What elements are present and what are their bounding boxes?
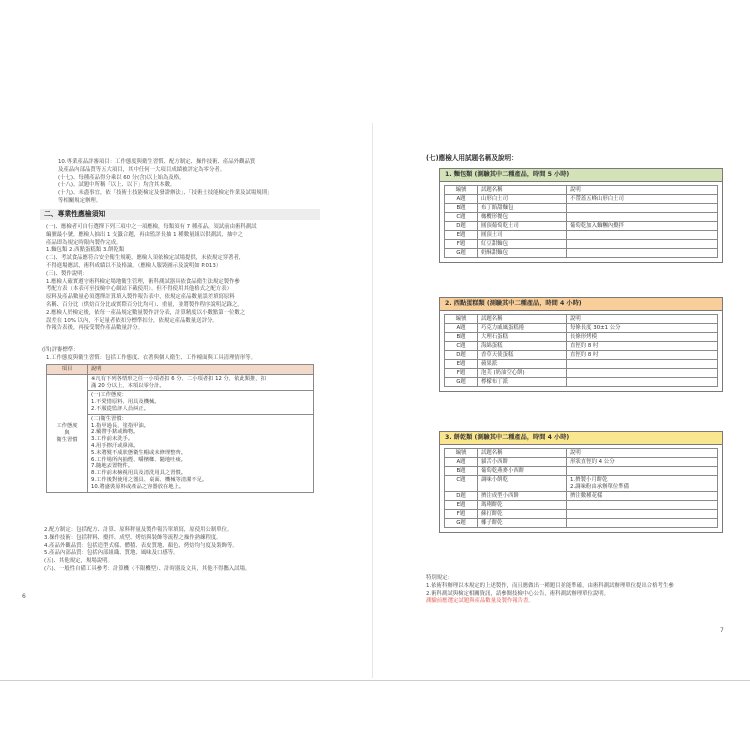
group-row <box>445 324 718 333</box>
attitude-cell <box>88 391 314 414</box>
item-code: D題 <box>445 492 478 501</box>
item-code: A題 <box>445 195 478 204</box>
group-row <box>445 195 718 204</box>
table-row-label <box>47 374 88 492</box>
item-code: C題 <box>445 476 478 492</box>
item-code: A題 <box>445 458 478 467</box>
section-body-line: 名稱、百分比（烘焙百分比或實際百分比均可）、重量，並將製作程序說明記錄之。 <box>46 301 243 308</box>
bottom-rule <box>0 680 750 681</box>
item-name: 泡芙 (奶油空心餅) <box>478 369 567 378</box>
group-row <box>445 501 718 510</box>
item-note: 形狀直徑約 4 公分 <box>567 458 718 467</box>
table-caption: (四)評審標準： <box>42 347 79 353</box>
item-name: 圓頂土司 <box>478 231 567 240</box>
group-col-header: 說明 <box>567 449 718 458</box>
section-body-line: 2.應檢人於檢定後，依每一產品規定數量製作評分表，計算精度以小數點第一位數之 <box>46 309 246 316</box>
item-name: 檸檬布丁派 <box>478 378 567 387</box>
item-name: 貓舌小西餅 <box>478 458 567 467</box>
item-note <box>567 501 718 510</box>
group-row <box>445 204 718 213</box>
item-code: E題 <box>445 231 478 240</box>
item-code: F題 <box>445 240 478 249</box>
group-row <box>445 333 718 342</box>
item-name: 奶酥甜麵包 <box>478 249 567 258</box>
section-heading: 二、專業性應檢須知 <box>40 209 320 220</box>
item-code: A題 <box>445 324 478 333</box>
notes <box>426 575 674 606</box>
table-note-line: ※凡有下列各情形之任一小項者扣 6 分、二小項者扣 12 分，依此類推，扣 <box>91 375 266 382</box>
item-note: 每條長度 30±1 公分 <box>567 324 718 333</box>
item-note <box>567 510 718 519</box>
top-margin <box>0 0 750 123</box>
item-code: G題 <box>445 249 478 258</box>
group-title: 3. 餅乾類 (測驗其中二種產品，時間 4 小時) <box>440 432 722 445</box>
item-name: 布丁餡甜麵包 <box>478 204 567 213</box>
item-code: G題 <box>445 378 478 387</box>
item-code: E題 <box>445 360 478 369</box>
item-code: B題 <box>445 333 478 342</box>
item-code: F題 <box>445 510 478 519</box>
group-row <box>445 467 718 476</box>
attitude-item: 2.不服從監評人員糾正。 <box>91 405 150 412</box>
section-body-line: 產品即為規定時限內製作完成。 <box>46 239 122 246</box>
table-row <box>47 391 314 414</box>
hygiene-item: 5.未將髮不成狀態衛生帽或未修理整齊。 <box>91 449 187 456</box>
group-header-row <box>445 449 718 458</box>
item-note: 擠注數種花樣 <box>567 492 718 501</box>
notes-title: 特別規定： <box>426 575 453 581</box>
bottom-item-line: (五)、其他規定，規場說明。 <box>44 558 113 565</box>
item-note <box>567 360 718 369</box>
section-body-line: 1.麵包類 2.西點蛋糕類 3.餅乾類 <box>46 247 125 254</box>
item-code: C題 <box>445 342 478 351</box>
group-col-header: 試題名稱 <box>478 186 567 195</box>
item-note: 直徑約 8 吋 <box>567 342 718 351</box>
hygiene-item: 10.將盛裝原料或產品之容器放在地上。 <box>91 483 185 490</box>
section-body-line: 作報告表後，再接受製作產品數量評分。 <box>46 325 144 332</box>
item-note: 長條形烤模 <box>567 333 718 342</box>
section-body-line: 編號最小號，應檢人抽出 1 支籤合題，再由監評長抽 1 種數量組以供測試，抽中之 <box>46 231 243 238</box>
item-note <box>567 231 718 240</box>
item-note <box>567 240 718 249</box>
item-name: 香草天使蛋糕 <box>478 351 567 360</box>
note-red: 測驗前應選定試題與產品數量及製作報告書。 <box>426 598 534 605</box>
top-item-line: (十八)、試題中所稱「以上、以下」均含其本數。 <box>58 182 176 189</box>
row-label-line: 與 <box>64 429 70 436</box>
group-row <box>445 351 718 360</box>
note-line: 1.依術科辦理以本規定的上述製作，而且應做出一種題目並能準確，由術科測試辦理單位提出合格考生參 <box>426 582 674 589</box>
item-name: 圓頂葡萄乾土司 <box>478 222 567 231</box>
table-header-item: 項目 <box>47 365 88 375</box>
hygiene-item: 3.工作前未洗手。 <box>91 436 134 443</box>
group-row <box>445 342 718 351</box>
group-col-header: 試題名稱 <box>478 315 567 324</box>
item-code: D題 <box>445 222 478 231</box>
group-row <box>445 249 718 258</box>
cookie-group <box>439 431 723 533</box>
item-note: 不帶蓋五峰山形白土司 <box>567 195 718 204</box>
group-row <box>445 369 718 378</box>
group-row <box>445 360 718 369</box>
group-row <box>445 231 718 240</box>
group-col-header: 說明 <box>567 315 718 324</box>
section-body-line: (一)、應檢者可自行選擇下列三項中之一項應檢，每類須有 7 種產品，須試前由術科測試 <box>46 224 257 230</box>
bread-group <box>439 168 723 263</box>
section-body-line: 1.應檢人確實遵守術科檢定場地衛生管理，術科測試器具依食品衛生法規定製作參 <box>46 278 240 285</box>
item-code: B題 <box>445 204 478 213</box>
table-subtitle: 1.工作態度與衛生習慣：包括工作態度、衣著與個人衛生、工作檯面與工具清理情形等。 <box>46 355 256 361</box>
table-header-row <box>47 365 314 375</box>
item-code: F題 <box>445 369 478 378</box>
table-note-line: 滿 20 分以上，本項以零分計。 <box>91 382 165 389</box>
item-name: 橄欖形餐包 <box>478 213 567 222</box>
item-note <box>567 519 718 528</box>
table-row <box>47 374 314 391</box>
bottom-item-line: 5.產品內部品質：包括內部組織、質地、風味及口感等。 <box>44 550 179 557</box>
row-label-line: 衛生習慣 <box>56 436 78 443</box>
item-note <box>567 204 718 213</box>
group-row <box>445 378 718 387</box>
group-table <box>444 185 718 258</box>
section-body-line: 誤差在 10% 以內，不足量者依扣分標準扣分，依規定產品數量送評分。 <box>46 317 218 324</box>
hygiene-item: 7.隨地丟置物件。 <box>91 463 134 470</box>
item-name: 海綿蛋糕 <box>478 342 567 351</box>
top-item-line: 等相關規定辦理。 <box>58 197 102 204</box>
item-note <box>567 467 718 476</box>
note-line: 2.術科測試與檢定相關資訊，請參閱技檢中心公告，術科測試辦理單位說明。 <box>426 590 610 597</box>
item-note: 葡萄乾加入麵糰內攪拌 <box>567 222 718 231</box>
top-item-line: (十九)、未盡事宜，依「技術士技能檢定及發證辦法」、「技術士技能檢定作業及試場規則」 <box>58 190 273 197</box>
section-body <box>46 224 257 333</box>
group-col-header: 試題名稱 <box>478 449 567 458</box>
page-number-left: 6 <box>22 593 26 600</box>
group-header-row <box>445 315 718 324</box>
section-body-line: (二)、考試食品應符合安全衛生規範，應檢人須依檢定試場提供，未依規定穿著者， <box>46 255 245 262</box>
item-note: 直徑約 8 吋 <box>567 351 718 360</box>
group-row <box>445 519 718 528</box>
item-name: 瑪琍餅乾 <box>478 501 567 510</box>
item-name: 巧克力戚風蛋糕捲 <box>478 324 567 333</box>
item-code: G題 <box>445 519 478 528</box>
item-name: 擠注成型小西餅 <box>478 492 567 501</box>
item-code: E題 <box>445 501 478 510</box>
hygiene-item: 1.指甲過長、塗指甲油。 <box>91 422 150 429</box>
hygiene-item: 2.戴帶手錶或飾物。 <box>91 429 139 436</box>
group-title: 1. 麵包類 (測驗其中二種產品，時間 5 小時) <box>440 169 722 182</box>
item-name: 蘋果派 <box>478 360 567 369</box>
hygiene-item: 4.用手擦汗或鼻涕。 <box>91 442 139 449</box>
left-page <box>0 123 373 678</box>
table-row <box>47 414 314 492</box>
table-header-desc: 說明 <box>88 365 314 375</box>
criteria-table <box>46 364 314 493</box>
group-row <box>445 492 718 501</box>
group-table <box>444 314 718 387</box>
right-heading: (七)應檢人用試題名稱及說明： <box>426 154 518 162</box>
section-body-line: 原料及產品數量必須選擇計算填入製作報告表中，依規定產品數量誤差填寫原料 <box>46 294 235 301</box>
bottom-item-line: 4.產品外觀品質：包括造型式樣、體積、表皮質地、顏色、烤焙均勻度及裝飾等。 <box>44 542 238 549</box>
group-row <box>445 476 718 492</box>
table-note-cell <box>88 374 314 391</box>
group-row <box>445 222 718 231</box>
item-name: 調味小餅乾 <box>478 476 567 492</box>
group-title: 2. 西點蛋糕類 (測驗其中二種產品，時間 4 小時) <box>440 298 722 311</box>
item-code: B題 <box>445 467 478 476</box>
top-item-line: 10.專業產品評審項目：工作態度與衛生習慣、配方制定、操作技術、產品外觀品質 <box>58 159 256 165</box>
group-col-header: 編號 <box>445 186 478 195</box>
group-table <box>444 448 718 528</box>
item-note <box>567 378 718 387</box>
top-item-line: (十七)、每種產品得分乘以 60 分(含)以上始為及格。 <box>58 174 185 181</box>
attitude-item: 1.不愛惜原料、用具及機械。 <box>91 399 160 406</box>
hygiene-cell <box>88 414 314 492</box>
group-col-header: 說明 <box>567 186 718 195</box>
item-name: 椰子餅乾 <box>478 519 567 528</box>
group-row <box>445 240 718 249</box>
top-items <box>58 159 272 206</box>
group-col-header: 編號 <box>445 315 478 324</box>
bottom-item-line: 2.配方制定：包括配方、計算、原料秤量及製作報告單填寫，原使用公制單位。 <box>44 527 233 533</box>
group-col-header: 編號 <box>445 449 478 458</box>
item-name: 蘇打餅乾 <box>478 510 567 519</box>
group-row <box>445 458 718 467</box>
item-note <box>567 369 718 378</box>
item-name: 葡萄乾燕麥小西餅 <box>478 467 567 476</box>
bottom-item-line: 3.操作技術：包括秤料、攪拌、成型、烤焙與裝飾等流程之操作熟練程度。 <box>44 534 222 541</box>
item-code: C題 <box>445 213 478 222</box>
item-note <box>567 213 718 222</box>
cake-group <box>439 297 723 392</box>
group-row <box>445 510 718 519</box>
hygiene-item: 6.工作場所內抽煙、嚼檳榔、隨地吐痰。 <box>91 456 187 463</box>
item-name: 大理石蛋糕 <box>478 333 567 342</box>
bottom-item-line: (六)、一般性自備工具參考：計算機（不限機型）、計時器及文具，其他不得攜入試場。 <box>44 565 251 572</box>
section-body-line: (三)、製作說明： <box>46 270 88 277</box>
item-name: 紅豆甜麵包 <box>478 240 567 249</box>
bottom-items <box>44 527 250 574</box>
item-name: 山形白土司 <box>478 195 567 204</box>
group-header-row <box>445 186 718 195</box>
group-row <box>445 213 718 222</box>
page-number-right: 7 <box>720 627 724 634</box>
section-body-line: 不得進場應試，術科成績以不及格論。（應檢人服裝圖示及說明如 P.013） <box>46 262 222 269</box>
hygiene-item: 9.工作後對使用之器具、桌面、機械等清潔不足。 <box>91 476 208 483</box>
section-body-line: 考配方表（本表可至技檢中心網站下載使用），但不得使用其他格式之配方表） <box>46 286 232 293</box>
hygiene-title: (二)衛生習慣： <box>91 415 127 422</box>
hygiene-item: 8.工作前未檢視用具及清洗用具之習慣。 <box>91 470 187 477</box>
attitude-title: (一)工作態度： <box>91 392 127 399</box>
row-label-line: 工作態度 <box>56 422 78 429</box>
item-note: 1.擠製小月餅乾 2.調味粉由承辦單位準備 <box>567 476 718 492</box>
item-note <box>567 249 718 258</box>
item-code: D題 <box>445 351 478 360</box>
right-page <box>378 123 750 678</box>
top-item-line: 及產品內部品質等五大項目，其中任何一大項目成績被評定為零分者。 <box>58 166 226 173</box>
